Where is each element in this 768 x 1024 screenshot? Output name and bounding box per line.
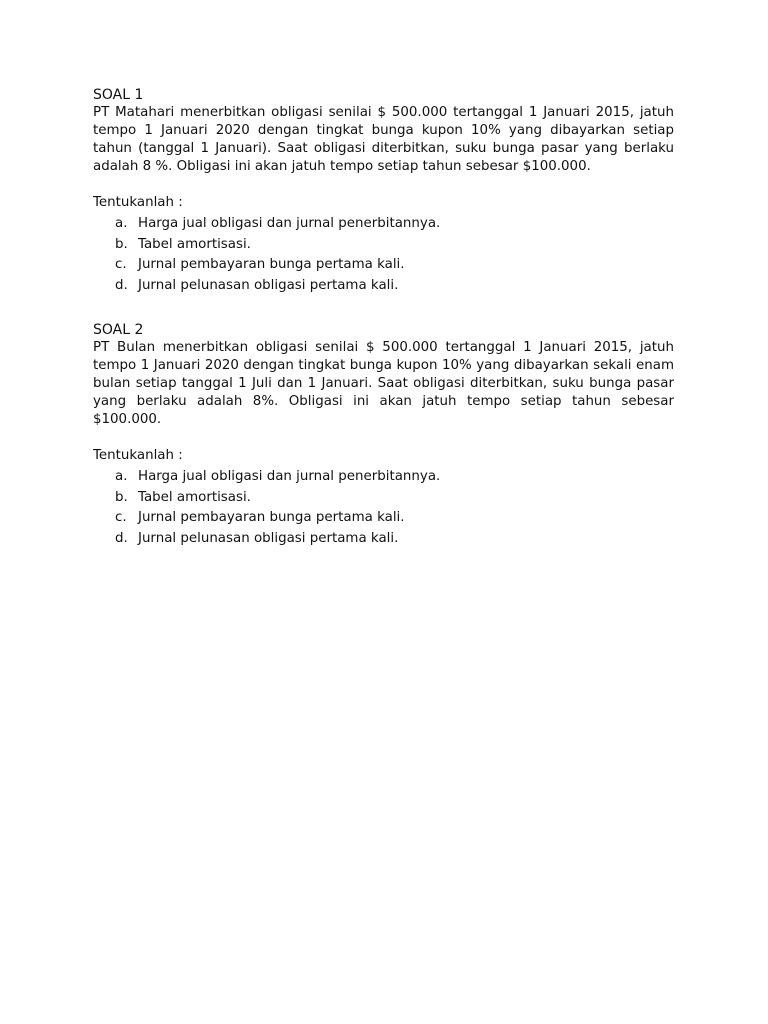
list-item	[93, 235, 674, 256]
list-marker: b.	[115, 236, 128, 252]
list-marker: b.	[115, 489, 128, 505]
list-item-text: Jurnal pembayaran bunga pertama kali.	[138, 257, 405, 272]
list-marker: d.	[115, 277, 128, 293]
soal-1-task-list	[93, 214, 674, 296]
list-item	[93, 529, 674, 550]
list-item	[93, 508, 674, 529]
list-item-text: Harga jual obligasi dan jurnal penerbitannya.	[138, 216, 441, 231]
list-item-text: Jurnal pelunasan obligasi pertama kali.	[138, 530, 399, 546]
list-item-text: Jurnal pelunasan obligasi pertama kali.	[138, 277, 399, 293]
soal-1-section	[93, 86, 674, 296]
list-item-text: Harga jual obligasi dan jurnal penerbitannya.	[138, 469, 441, 484]
list-marker: c.	[115, 510, 127, 525]
soal-1-text: PT Matahari menerbitkan obligasi senilai $ 500.000 tertanggal 1 Januari 2015, jatuh tempo 1 Januari 2020 dengan tingkat bunga kupon 10% yang dibayarkan setiap tahun (tanggal 1 Januari). Saat obligasi diterbitkan, suku bunga pasar yang berlaku adalah 8 %. Obligasi ini akan jatuh tempo setiap tahun sebesar $100.000.	[93, 105, 674, 174]
list-item-text: Tabel amortisasi.	[138, 236, 251, 252]
list-item	[93, 214, 674, 235]
list-item-text: Jurnal pembayaran bunga pertama kali.	[138, 510, 405, 525]
list-item-text: Tabel amortisasi.	[138, 489, 251, 505]
list-marker: a.	[115, 216, 128, 231]
list-item	[93, 488, 674, 509]
soal-2-text: PT Bulan menerbitkan obligasi senilai $ 500.000 tertanggal 1 Januari 2015, jatuh tempo 1 Januari 2020 dengan tingkat bunga kupon 10% yang dibayarkan sekali enam bulan setiap tanggal 1 Juli dan 1 Januari. Saat obligasi diterbitkan, suku bunga pasar yang berlaku adalah 8%. Obligasi ini akan jatuh tempo setiap tahun sebesar $100.000.	[93, 340, 674, 427]
list-marker: a.	[115, 469, 128, 484]
soal-1-intro: Tentukanlah :	[93, 195, 183, 210]
soal-2-title: SOAL 2	[93, 322, 144, 338]
soal-1-title: SOAL 1	[93, 87, 144, 103]
list-item	[93, 255, 674, 276]
list-marker: d.	[115, 530, 128, 546]
soal-2-task-list	[93, 467, 674, 549]
list-marker: c.	[115, 257, 127, 272]
soal-2-intro: Tentukanlah :	[93, 448, 183, 463]
list-item	[93, 276, 674, 297]
soal-2-section	[93, 321, 674, 549]
list-item	[93, 467, 674, 488]
